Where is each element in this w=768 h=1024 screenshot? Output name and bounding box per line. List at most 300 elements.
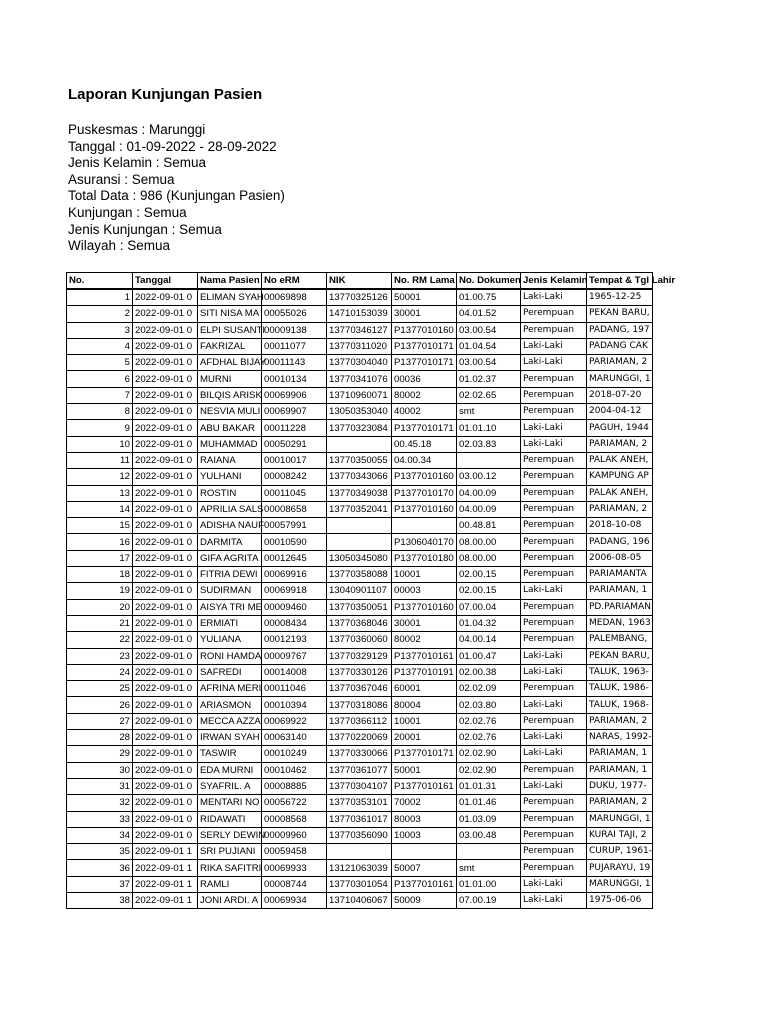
cell-nama-pasien: RAIANA: [198, 452, 262, 468]
cell-no: 1: [67, 289, 133, 306]
cell-tempat-tgl-lahir: PALAK ANEH,: [587, 452, 653, 468]
cell-tanggal: 2022-09-01 0: [133, 681, 198, 697]
cell-no-rm-lama: 80004: [392, 697, 457, 713]
cell-no-rm-lama: 50007: [392, 860, 457, 876]
cell-nama-pasien: NESVIA MULI: [198, 404, 262, 420]
cell-no-erm: 00069916: [262, 567, 327, 583]
cell-no-erm: 00010590: [262, 534, 327, 550]
cell-no-erm: 00008885: [262, 778, 327, 794]
cell-nama-pasien: ERMIATI: [198, 615, 262, 631]
table-row: [67, 387, 653, 403]
table-row: [67, 338, 653, 354]
cell-tanggal: 2022-09-01 1: [133, 844, 198, 860]
table-body: [67, 289, 653, 909]
cell-no-erm: 00010394: [262, 697, 327, 713]
cell-no-rm-lama: 20001: [392, 730, 457, 746]
cell-no-dokumen: 07.00.04: [457, 599, 521, 615]
table-row: [67, 795, 653, 811]
cell-tempat-tgl-lahir: PARIAMAN, 1: [587, 583, 653, 599]
cell-nama-pasien: AFRINA MERI: [198, 681, 262, 697]
cell-no: 14: [67, 501, 133, 517]
cell-jenis-kelamin: Perempuan: [521, 844, 587, 860]
cell-nik: [327, 844, 392, 860]
cell-jenis-kelamin: Perempuan: [521, 485, 587, 501]
cell-no: 19: [67, 583, 133, 599]
cell-jenis-kelamin: Laki-Laki: [521, 664, 587, 680]
cell-no-rm-lama: 04.00.34: [392, 452, 457, 468]
cell-tanggal: 2022-09-01 0: [133, 730, 198, 746]
cell-no-dokumen: 02.02.09: [457, 681, 521, 697]
cell-no-dokumen: 02.02.76: [457, 713, 521, 729]
cell-no: 28: [67, 730, 133, 746]
cell-jenis-kelamin: Laki-Laki: [521, 892, 587, 908]
cell-nama-pasien: ABU BAKAR: [198, 420, 262, 436]
cell-nama-pasien: FITRIA DEWI: [198, 567, 262, 583]
visit-table: [66, 272, 676, 909]
cell-no-dokumen: 01.04.54: [457, 338, 521, 354]
table-row: [67, 648, 653, 664]
table-header-row: [67, 273, 653, 290]
cell-tanggal: 2022-09-01 0: [133, 550, 198, 566]
table-row: [67, 827, 653, 843]
cell-tempat-tgl-lahir: 1965-12-25: [587, 289, 653, 306]
cell-no: 23: [67, 648, 133, 664]
cell-no: 35: [67, 844, 133, 860]
cell-nik: 13770349038: [327, 485, 392, 501]
cell-nama-pasien: JONI ARDI. A: [198, 892, 262, 908]
cell-jenis-kelamin: Perempuan: [521, 404, 587, 420]
cell-no-dokumen: smt: [457, 860, 521, 876]
cell-no: 17: [67, 550, 133, 566]
cell-no-rm-lama: 40002: [392, 404, 457, 420]
cell-no-dokumen: 01.01.10: [457, 420, 521, 436]
cell-nik: 13770353101: [327, 795, 392, 811]
cell-no-erm: 00011045: [262, 485, 327, 501]
cell-nik: 13770366112: [327, 713, 392, 729]
cell-no-dokumen: 01.04.32: [457, 615, 521, 631]
cell-no-dokumen: 03.00.48: [457, 827, 521, 843]
cell-nama-pasien: RONI HAMDA: [198, 648, 262, 664]
cell-no-dokumen: 04.01.52: [457, 306, 521, 322]
cell-no-erm: 00010017: [262, 452, 327, 468]
cell-no-dokumen: 02.02.76: [457, 730, 521, 746]
cell-nik: [327, 436, 392, 452]
cell-nik: 13770325126: [327, 289, 392, 306]
cell-no-rm-lama: [392, 844, 457, 860]
cell-no-rm-lama: P1377010191: [392, 664, 457, 680]
cell-nama-pasien: ROSTIN: [198, 485, 262, 501]
cell-tanggal: 2022-09-01 0: [133, 811, 198, 827]
cell-no-erm: 00009138: [262, 322, 327, 338]
cell-no-rm-lama: 60001: [392, 681, 457, 697]
cell-nik: 13770368046: [327, 615, 392, 631]
cell-no: 3: [67, 322, 133, 338]
meta-puskesmas: Puskesmas : Marunggi: [68, 122, 206, 137]
column-header-jenis-kelamin: Jenis Kelamin: [521, 273, 587, 290]
cell-no: 5: [67, 355, 133, 371]
cell-tanggal: 2022-09-01 0: [133, 762, 198, 778]
table-row: [67, 550, 653, 566]
cell-no: 2: [67, 306, 133, 322]
table-row: [67, 713, 653, 729]
cell-jenis-kelamin: Laki-Laki: [521, 697, 587, 713]
cell-tanggal: 2022-09-01 0: [133, 485, 198, 501]
cell-nik: 13770352041: [327, 501, 392, 517]
column-header-nama-pasien: Nama Pasien: [198, 273, 262, 290]
cell-no: 15: [67, 518, 133, 534]
cell-no-erm: 00059458: [262, 844, 327, 860]
cell-no-dokumen: 04.00.14: [457, 632, 521, 648]
cell-no-dokumen: 03.00.54: [457, 322, 521, 338]
cell-no-rm-lama: [392, 518, 457, 534]
cell-nama-pasien: SRI PUJIANI: [198, 844, 262, 860]
column-header-no: No.: [67, 273, 133, 290]
cell-jenis-kelamin: Perempuan: [521, 599, 587, 615]
table-row: [67, 567, 653, 583]
cell-nama-pasien: DARMITA: [198, 534, 262, 550]
cell-no-rm-lama: 50001: [392, 289, 457, 306]
cell-no-erm: 00009960: [262, 827, 327, 843]
cell-jenis-kelamin: Laki-Laki: [521, 876, 587, 892]
cell-tempat-tgl-lahir: TALUK, 1968-: [587, 697, 653, 713]
cell-tempat-tgl-lahir: NARAS, 1992-: [587, 730, 653, 746]
cell-no-dokumen: 04.00.09: [457, 501, 521, 517]
cell-no: 37: [67, 876, 133, 892]
cell-jenis-kelamin: Perempuan: [521, 469, 587, 485]
cell-tanggal: 2022-09-01 0: [133, 452, 198, 468]
table-row: [67, 778, 653, 794]
cell-tanggal: 2022-09-01 0: [133, 322, 198, 338]
cell-nik: 13770301054: [327, 876, 392, 892]
cell-no: 6: [67, 371, 133, 387]
cell-tempat-tgl-lahir: 2018-10-08: [587, 518, 653, 534]
column-header-tempat-tgl-lahir: Tempat & Tgl Lahir: [587, 273, 653, 290]
cell-nama-pasien: SYAFRIL. A: [198, 778, 262, 794]
cell-no: 26: [67, 697, 133, 713]
cell-no-dokumen: 02.02.90: [457, 762, 521, 778]
cell-no-erm: 00069898: [262, 289, 327, 306]
cell-no: 20: [67, 599, 133, 615]
cell-nik: 13050345080: [327, 550, 392, 566]
cell-tanggal: 2022-09-01 0: [133, 664, 198, 680]
cell-no-dokumen: 02.00.38: [457, 664, 521, 680]
cell-nik: 13770350051: [327, 599, 392, 615]
cell-nama-pasien: FAKRIZAL: [198, 338, 262, 354]
cell-nik: 13050353040: [327, 404, 392, 420]
cell-tempat-tgl-lahir: KURAI TAJI, 2: [587, 827, 653, 843]
cell-no-erm: 00008568: [262, 811, 327, 827]
cell-jenis-kelamin: Perempuan: [521, 795, 587, 811]
cell-no-erm: 00008658: [262, 501, 327, 517]
cell-nama-pasien: BILQIS ARISK: [198, 387, 262, 403]
cell-nama-pasien: IRWAN SYAH: [198, 730, 262, 746]
cell-no-rm-lama: P1377010171: [392, 420, 457, 436]
cell-nama-pasien: EDA MURNI: [198, 762, 262, 778]
cell-jenis-kelamin: Perempuan: [521, 518, 587, 534]
cell-jenis-kelamin: Laki-Laki: [521, 746, 587, 762]
table-row: [67, 681, 653, 697]
cell-no-rm-lama: 80002: [392, 632, 457, 648]
cell-tempat-tgl-lahir: PARIAMANTA: [587, 567, 653, 583]
cell-tanggal: 2022-09-01 0: [133, 469, 198, 485]
column-header-no-dokumen: No. Dokumen: [457, 273, 521, 290]
cell-jenis-kelamin: Perempuan: [521, 713, 587, 729]
cell-jenis-kelamin: Perempuan: [521, 452, 587, 468]
cell-tanggal: 2022-09-01 0: [133, 306, 198, 322]
cell-no: 4: [67, 338, 133, 354]
cell-jenis-kelamin: Perempuan: [521, 615, 587, 631]
cell-jenis-kelamin: Perempuan: [521, 567, 587, 583]
cell-nik: 13770361077: [327, 762, 392, 778]
table-row: [67, 746, 653, 762]
cell-tempat-tgl-lahir: PEKAN BARU,: [587, 306, 653, 322]
cell-no-dokumen: 02.02.65: [457, 387, 521, 403]
cell-nik: 13770343066: [327, 469, 392, 485]
cell-no-dokumen: 01.02.37: [457, 371, 521, 387]
cell-nik: 13770346127: [327, 322, 392, 338]
meta-wilayah: Wilayah : Semua: [68, 238, 171, 254]
cell-tempat-tgl-lahir: 1975-06-06: [587, 892, 653, 908]
cell-jenis-kelamin: Perempuan: [521, 811, 587, 827]
table-row: [67, 811, 653, 827]
cell-tanggal: 2022-09-01 0: [133, 713, 198, 729]
cell-tempat-tgl-lahir: PARIAMAN, 2: [587, 713, 653, 729]
cell-no-rm-lama: 70002: [392, 795, 457, 811]
cell-no-erm: 00012193: [262, 632, 327, 648]
cell-tanggal: 2022-09-01 0: [133, 778, 198, 794]
cell-tanggal: 2022-09-01 0: [133, 371, 198, 387]
cell-no-erm: 00010249: [262, 746, 327, 762]
cell-tanggal: 2022-09-01 0: [133, 648, 198, 664]
cell-nama-pasien: ADISHA NAUF: [198, 518, 262, 534]
cell-nik: 13770367046: [327, 681, 392, 697]
cell-tempat-tgl-lahir: PADANG CAK: [587, 338, 653, 354]
cell-tanggal: 2022-09-01 0: [133, 289, 198, 306]
table-row: [67, 485, 653, 501]
cell-nama-pasien: APRILIA SALS: [198, 501, 262, 517]
cell-tempat-tgl-lahir: PARIAMAN, 2: [587, 355, 653, 371]
cell-nik: 13770311020: [327, 338, 392, 354]
cell-no-erm: 00063140: [262, 730, 327, 746]
cell-no-rm-lama: 10001: [392, 713, 457, 729]
cell-tempat-tgl-lahir: CURUP, 1961-: [587, 844, 653, 860]
cell-nama-pasien: MECCA AZZA: [198, 713, 262, 729]
cell-no: 12: [67, 469, 133, 485]
cell-tempat-tgl-lahir: PD.PARIAMAN: [587, 599, 653, 615]
report-meta: [68, 122, 285, 255]
cell-jenis-kelamin: Laki-Laki: [521, 778, 587, 794]
cell-tanggal: 2022-09-01 0: [133, 436, 198, 452]
cell-no-erm: 00010134: [262, 371, 327, 387]
column-header-no-rm-lama: No. RM Lama: [392, 273, 457, 290]
table-row: [67, 518, 653, 534]
cell-tanggal: 2022-09-01 0: [133, 387, 198, 403]
cell-no: 30: [67, 762, 133, 778]
cell-tanggal: 2022-09-01 0: [133, 795, 198, 811]
cell-nama-pasien: ARIASMON: [198, 697, 262, 713]
cell-tanggal: 2022-09-01 0: [133, 501, 198, 517]
cell-jenis-kelamin: Perempuan: [521, 762, 587, 778]
cell-no-rm-lama: P1377010161: [392, 648, 457, 664]
cell-tempat-tgl-lahir: PAGUH, 1944: [587, 420, 653, 436]
cell-no: 33: [67, 811, 133, 827]
cell-nik: 13121063039: [327, 860, 392, 876]
cell-no-erm: 00008242: [262, 469, 327, 485]
cell-jenis-kelamin: Perempuan: [521, 322, 587, 338]
cell-nik: 13770330066: [327, 746, 392, 762]
table-row: [67, 876, 653, 892]
cell-tanggal: 2022-09-01 0: [133, 632, 198, 648]
cell-tanggal: 2022-09-01 0: [133, 567, 198, 583]
cell-tempat-tgl-lahir: 2006-08-05: [587, 550, 653, 566]
cell-no-erm: 00008434: [262, 615, 327, 631]
cell-tempat-tgl-lahir: PADANG, 197: [587, 322, 653, 338]
cell-nik: 13770356090: [327, 827, 392, 843]
cell-no: 10: [67, 436, 133, 452]
cell-no-rm-lama: 80002: [392, 387, 457, 403]
cell-no: 21: [67, 615, 133, 631]
table-row: [67, 452, 653, 468]
cell-tanggal: 2022-09-01 1: [133, 876, 198, 892]
cell-nama-pasien: GIFA AGRITA: [198, 550, 262, 566]
cell-nama-pasien: TASWIR: [198, 746, 262, 762]
cell-nik: 13770350055: [327, 452, 392, 468]
cell-jenis-kelamin: Perempuan: [521, 827, 587, 843]
cell-no-erm: 00011228: [262, 420, 327, 436]
cell-tempat-tgl-lahir: 2004-04-12: [587, 404, 653, 420]
cell-tempat-tgl-lahir: PARIAMAN, 2: [587, 795, 653, 811]
cell-tempat-tgl-lahir: DUKU, 1977-: [587, 778, 653, 794]
cell-no-erm: 00014008: [262, 664, 327, 680]
cell-no-dokumen: 01.01.46: [457, 795, 521, 811]
cell-no-dokumen: 04.00.09: [457, 485, 521, 501]
cell-no: 9: [67, 420, 133, 436]
cell-no-erm: 00069934: [262, 892, 327, 908]
meta-total-data: Total Data : 986 (Kunjungan Pasien): [68, 188, 285, 204]
column-header-no-erm: No eRM: [262, 273, 327, 290]
cell-tempat-tgl-lahir: PARIAMAN, 2: [587, 436, 653, 452]
cell-no: 25: [67, 681, 133, 697]
cell-jenis-kelamin: Perempuan: [521, 534, 587, 550]
cell-no-rm-lama: P1377010160: [392, 501, 457, 517]
cell-nama-pasien: SERLY DEWIN: [198, 827, 262, 843]
cell-tanggal: 2022-09-01 0: [133, 697, 198, 713]
cell-tanggal: 2022-09-01 0: [133, 827, 198, 843]
cell-jenis-kelamin: Perempuan: [521, 306, 587, 322]
cell-no: 27: [67, 713, 133, 729]
cell-nama-pasien: SITI NISA MA: [198, 306, 262, 322]
cell-no-erm: 00011046: [262, 681, 327, 697]
table-row: [67, 501, 653, 517]
table-row: [67, 534, 653, 550]
cell-nik: 13770341076: [327, 371, 392, 387]
meta-jenis-kelamin: Jenis Kelamin : Semua: [68, 155, 207, 171]
cell-tempat-tgl-lahir: PEKAN BARU,: [587, 648, 653, 664]
cell-no: 29: [67, 746, 133, 762]
cell-jenis-kelamin: Perempuan: [521, 550, 587, 566]
table-row: [67, 469, 653, 485]
cell-nik: 13770304040: [327, 355, 392, 371]
cell-no-rm-lama: P1377010180: [392, 550, 457, 566]
cell-no-rm-lama: 00003: [392, 583, 457, 599]
cell-tempat-tgl-lahir: MARUNGGI, 1: [587, 811, 653, 827]
cell-no-erm: 00050291: [262, 436, 327, 452]
cell-no-rm-lama: 80003: [392, 811, 457, 827]
cell-nama-pasien: AFDHAL BIJAY: [198, 355, 262, 371]
cell-no-dokumen: [457, 844, 521, 860]
cell-no-rm-lama: P1377010171: [392, 355, 457, 371]
cell-no-dokumen: 02.02.90: [457, 746, 521, 762]
cell-no-rm-lama: P1377010161: [392, 876, 457, 892]
cell-no-dokumen: 03.00.12: [457, 469, 521, 485]
cell-no-dokumen: 01.01.00: [457, 876, 521, 892]
cell-no: 31: [67, 778, 133, 794]
cell-tanggal: 2022-09-01 0: [133, 404, 198, 420]
table-row: [67, 371, 653, 387]
table-row: [67, 697, 653, 713]
cell-tempat-tgl-lahir: PARIAMAN, 1: [587, 746, 653, 762]
table-row: [67, 420, 653, 436]
cell-nik: [327, 518, 392, 534]
cell-no-erm: 00008744: [262, 876, 327, 892]
cell-nik: 13770323084: [327, 420, 392, 436]
table-row: [67, 583, 653, 599]
cell-tempat-tgl-lahir: 2018-07-20: [587, 387, 653, 403]
cell-tempat-tgl-lahir: MARUNGGI, 1: [587, 371, 653, 387]
cell-nik: [327, 534, 392, 550]
meta-tanggal: Tanggal : 01-09-2022 - 28-09-2022: [68, 138, 277, 154]
cell-tempat-tgl-lahir: MARUNGGI, 1: [587, 876, 653, 892]
cell-tanggal: 2022-09-01 1: [133, 892, 198, 908]
cell-no-rm-lama: P1377010170: [392, 485, 457, 501]
cell-no: 13: [67, 485, 133, 501]
cell-nama-pasien: YULIANA: [198, 632, 262, 648]
table-row: [67, 355, 653, 371]
cell-no-rm-lama: 30001: [392, 615, 457, 631]
cell-nama-pasien: MENTARI NO: [198, 795, 262, 811]
cell-jenis-kelamin: Laki-Laki: [521, 355, 587, 371]
cell-no-erm: 00055026: [262, 306, 327, 322]
cell-jenis-kelamin: Perempuan: [521, 632, 587, 648]
cell-nik: 13770361017: [327, 811, 392, 827]
cell-jenis-kelamin: Perempuan: [521, 681, 587, 697]
cell-nik: 13770329129: [327, 648, 392, 664]
cell-no: 24: [67, 664, 133, 680]
cell-no-dokumen: 02.03.80: [457, 697, 521, 713]
column-header-tanggal: Tanggal: [133, 273, 198, 290]
cell-jenis-kelamin: Laki-Laki: [521, 338, 587, 354]
cell-tanggal: 2022-09-01 0: [133, 518, 198, 534]
meta-jenis-kunjungan: Jenis Kunjungan : Semua: [68, 221, 222, 237]
table-row: [67, 892, 653, 908]
cell-tempat-tgl-lahir: MEDAN, 1963: [587, 615, 653, 631]
cell-no-dokumen: 07.00.19: [457, 892, 521, 908]
cell-no-rm-lama: 50009: [392, 892, 457, 908]
table-row: [67, 762, 653, 778]
cell-nama-pasien: SUDIRMAN: [198, 583, 262, 599]
cell-no-dokumen: 02.00.15: [457, 567, 521, 583]
cell-no: 32: [67, 795, 133, 811]
cell-no-erm: 00057991: [262, 518, 327, 534]
cell-no-erm: 00069918: [262, 583, 327, 599]
cell-nama-pasien: MURNI: [198, 371, 262, 387]
cell-no-rm-lama: 50001: [392, 762, 457, 778]
cell-tanggal: 2022-09-01 0: [133, 583, 198, 599]
cell-tempat-tgl-lahir: PUJARAYU, 19: [587, 860, 653, 876]
table-row: [67, 730, 653, 746]
cell-jenis-kelamin: Laki-Laki: [521, 648, 587, 664]
cell-no-dokumen: 01.00.47: [457, 648, 521, 664]
